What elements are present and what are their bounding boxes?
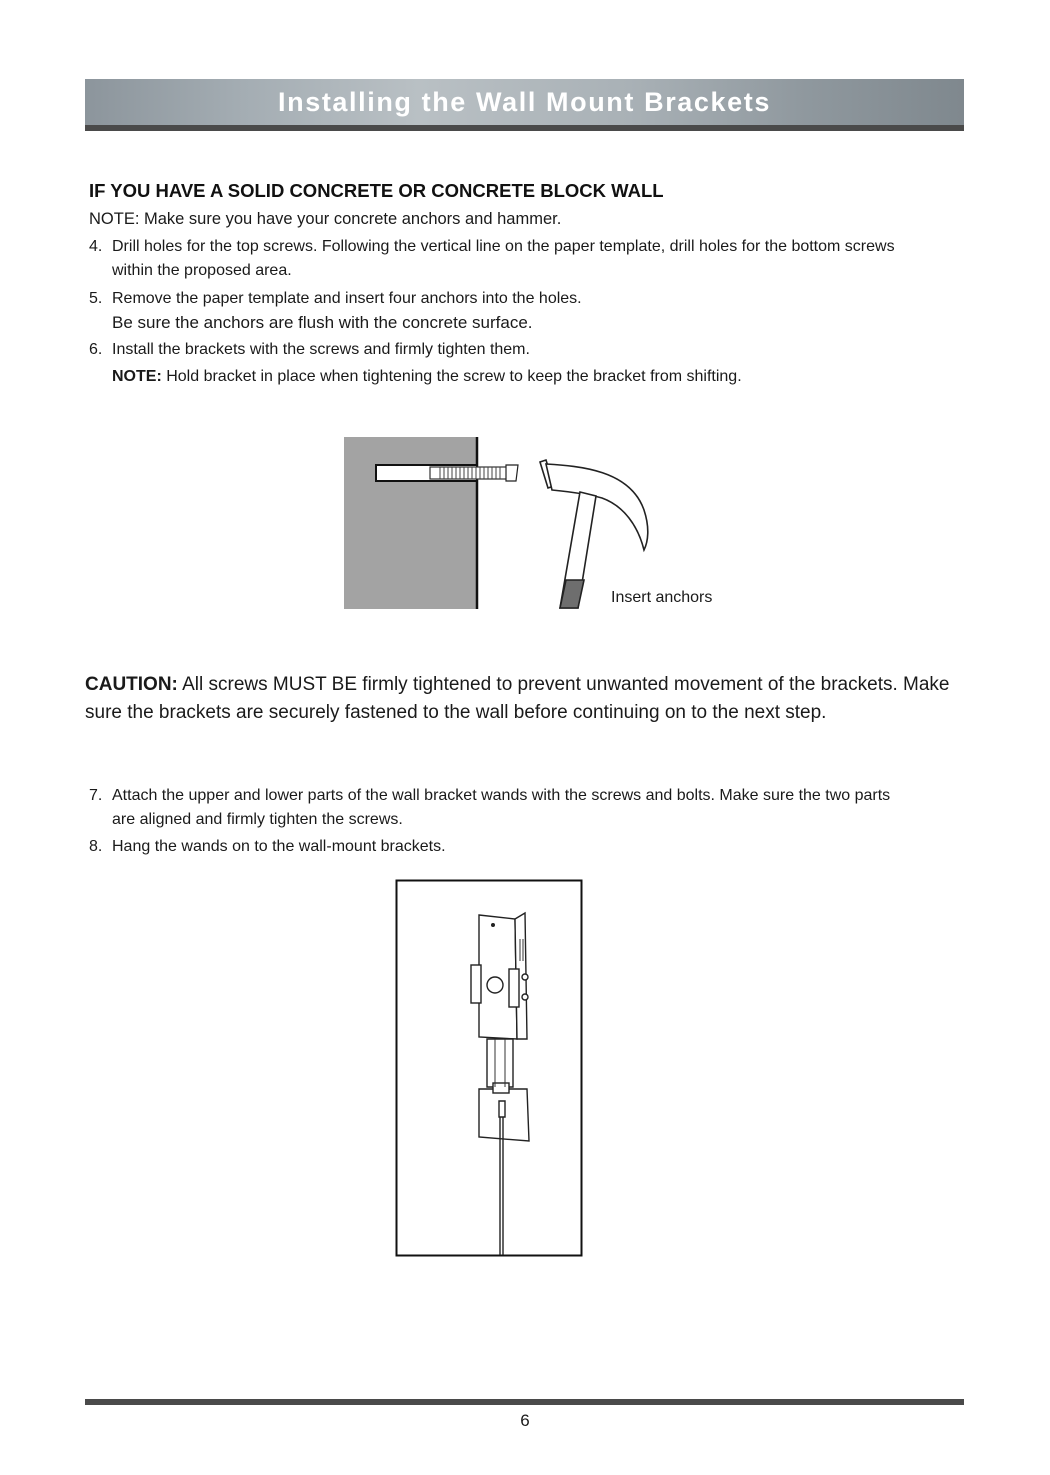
step-number: 5.	[89, 290, 103, 307]
footer-rule	[85, 1399, 964, 1405]
step-text: Be sure the anchors are flush with the concrete surface.	[112, 313, 533, 332]
figure-caption: Insert anchors	[611, 589, 713, 606]
step-number: 7.	[89, 787, 103, 804]
section-heading: IF YOU HAVE A SOLID CONCRETE OR CONCRETE BLOCK WALL	[89, 180, 664, 201]
section-note: NOTE: Make sure you have your concrete anchors and hammer.	[89, 210, 562, 228]
caution-label: CAUTION:	[85, 674, 178, 695]
page-title: Installing the Wall Mount Brackets	[278, 87, 771, 117]
step-text: Attach the upper and lower parts of the wall bracket wands with the screws and bolts. Make sure the two parts	[112, 787, 891, 804]
page-number: 6	[520, 1411, 530, 1430]
step-number: 6.	[89, 341, 103, 358]
step-text: Install the brackets with the screws and firmly tighten them.	[112, 341, 530, 358]
note-label: NOTE:	[112, 368, 162, 385]
step-text: within the proposed area.	[112, 262, 292, 279]
step-text: Remove the paper template and insert four anchors into the holes.	[112, 290, 582, 307]
insert-anchors-illustration	[340, 430, 740, 615]
caution-paragraph	[85, 671, 970, 727]
step-text: Hang the wands on to the wall-mount brackets.	[112, 838, 446, 855]
header-rule	[85, 125, 964, 131]
step-text: Drill holes for the top screws. Following the vertical line on the paper template, drill holes for the bottom screws	[112, 238, 895, 255]
wall-bracket-wand-illustration	[395, 879, 583, 1257]
title-banner	[85, 79, 964, 125]
step-number: 8.	[89, 838, 103, 855]
step-number: 4.	[89, 238, 103, 255]
caution-text: All screws MUST BE firmly tightened to prevent unwanted movement of the brackets. Make sure the brackets are securely fastened to the wall before continuing on to the next step.	[85, 674, 950, 723]
step-note	[112, 365, 742, 389]
step-text: are aligned and firmly tighten the screws.	[112, 811, 403, 828]
note-text: Hold bracket in place when tightening the screw to keep the bracket from shifting.	[161, 368, 742, 385]
